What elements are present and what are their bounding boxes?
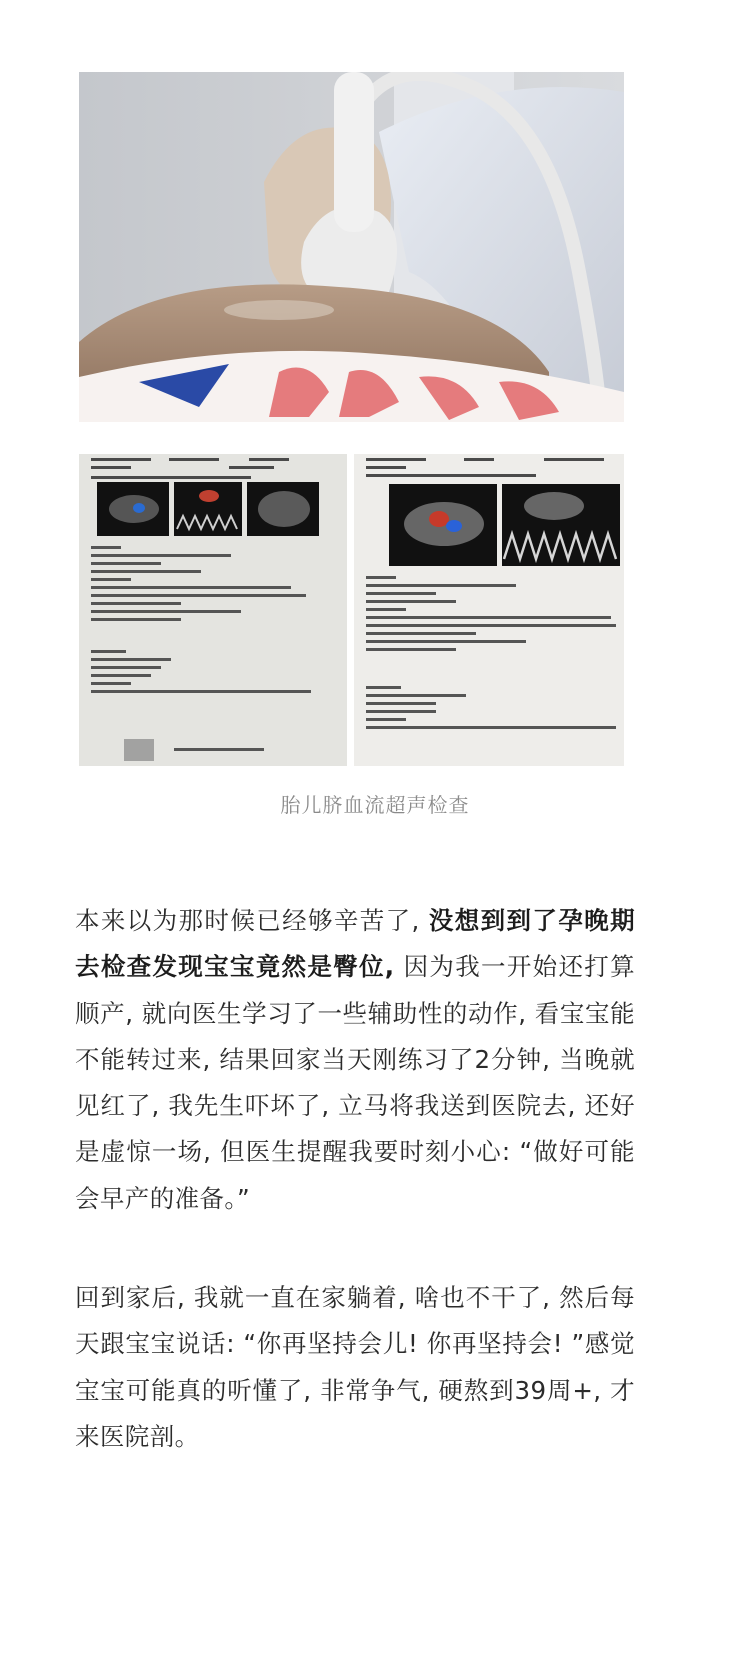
paragraph-1-rest: 因为我一开始还打算顺产, 就向医生学习了一些辅助性的动作, 看宝宝能不能转过来, 结果回家当天刚练习了2分钟, 当晚就见红了, 我先生吓坏了, 立马将我送到医院去, 还好是虚惊一场, 但医生提醒我要时刻小心: “做好可能会早产的准备。” [75,952,635,1213]
figure-caption: 胎儿脐血流超声检查 [280,793,470,817]
ultrasound-report-left-illustration [79,454,347,766]
ultrasound-exam-photo [79,72,624,422]
article-paragraph-1 [75,898,635,1222]
ultrasound-report-right-illustration [354,454,624,766]
paragraph-2-text: 回到家后, 我就一直在家躺着, 啥也不干了, 然后每天跟宝宝说话: “你再坚持会儿! 你再坚持会! ”感觉宝宝可能真的听懂了, 非常争气, 硬熬到39周+, 才来医院剖。 [75,1283,635,1451]
article-paragraph-2 [75,1275,635,1460]
ultrasound-report-right [354,454,624,766]
ultrasound-exam-illustration [79,72,624,422]
paragraph-1-lead: 本来以为那时候已经够辛苦了, [75,906,429,935]
ultrasound-report-left [79,454,347,766]
paragraph-1-bold: 没想到到了孕晚期去检查发现宝宝竟然是臀位, [75,906,635,982]
